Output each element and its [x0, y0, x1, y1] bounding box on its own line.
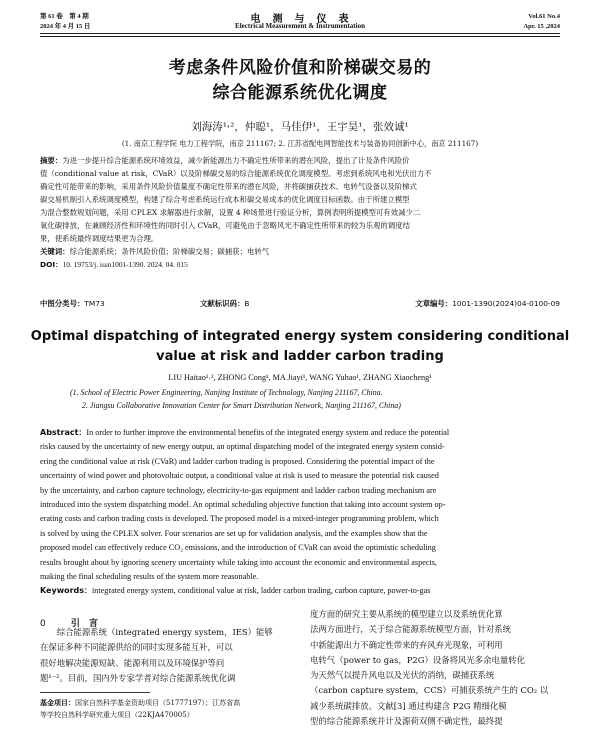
intro-heading-number: 0 [40, 619, 46, 629]
intro-right-line: 为天然气以提升风电以及光伏的消纳，碳捕获系统 [310, 670, 495, 681]
intro-left-column [40, 625, 295, 686]
header-journal-en: Electrical Measurement & Instrumentation [235, 22, 365, 30]
en-abstract [40, 426, 560, 599]
clc-label: 中图分类号： [40, 299, 85, 308]
en-title-line1: Optimal dispatching of integrated energy system considering conditional [30, 329, 570, 344]
en-abstract-line: Abstract：In order to further improve the environmental benefits of the integrated energy system and reduce the potential [40, 428, 450, 437]
header-volume-en: Vol.61 No.4 [528, 13, 560, 20]
cn-keywords: 关键词：综合能源系统；条件风险价值；阶梯碳交易；碳捕获；电转气 [40, 247, 270, 256]
header-date-cn: 2024 年 4 月 15 日 [40, 23, 91, 30]
cn-abstract-line: 摘要：为进一步提升综合能源系统环境效益，减少新能源出力不确定性所带来的潜在风险，提出了计及条件风险价 [40, 156, 410, 165]
article-number: 文章编号：1001-1390(2024)04-0100-09 [415, 299, 560, 308]
en-affiliation-2: 2. Jiangsu Collaborative Innovation Center for Smart Distribution Network, Nanjing 211167, China) [82, 401, 401, 410]
cn-doi: DOI：10. 19753/j. issn1001-1390. 2024. 04. 015 [40, 260, 188, 269]
intro-left-line: 综合能源系统（integrated energy system，IES）能够 [40, 627, 273, 637]
intro-right-line: 电转气（power to gas，P2G）设备将风光多余电量转化 [310, 654, 525, 665]
en-title-line2: value at risk and ladder carbon trading [156, 349, 444, 364]
doc-code: 文献标识码：B [200, 299, 250, 308]
intro-right-line: 型的综合能源系统并计及源荷双侧不确定性，最终提 [310, 716, 503, 727]
funding-note: 基金项目：国家自然科学基金资助项目（51777197）；江苏省高 等学校自然科学研究重大项目（22KJA470005） [40, 699, 241, 719]
funding-label: 基金项目： [40, 699, 75, 707]
intro-right-line: 法两方面进行，关于综合能源系统模型方面，针对系统 [310, 624, 511, 635]
en-affiliation-1: (1. School of Electric Power Engineering, Nanjing Institute of Technology, Nanjing 211167, China. [70, 388, 383, 397]
en-abstract-label: Abstract： [40, 428, 87, 437]
header-rule-thin [40, 36, 560, 37]
en-abstract-line: erating costs and carbon trading costs is developed. The proposed model is a mixed-integer programming problem, which [40, 514, 439, 524]
en-abstract-line: introduced into the system dispatching model. An optimal scheduling objective function that taking into account system op- [40, 500, 446, 510]
cn-abstract-line: 果，使系统最终调度结果更为合理。 [40, 234, 159, 243]
en-keywords: Keywords：integrated energy system, conditional value at risk, ladder carbon trading, carbon capture, power-to-gas [40, 586, 431, 596]
cn-abstract-line: 碳交易机制引入系统调度模型，构建了综合考虑系统运行成本和碳交易成本的优化调度目标函数。由于所建立模型 [40, 195, 410, 204]
intro-left-line: 在保证多种不同能源供给的同时实现多能互补，可以 [40, 642, 233, 653]
intro-heading-title: 引 言 [70, 619, 98, 629]
en-abstract-line: uncertainty of wind power and photovoltaic output, a conditional value at risk is used to measure the potential risk caused [40, 471, 439, 481]
cn-authors: 刘海涛¹˒²，仲聪¹，马佳伊¹，王宇昊¹，张效诚¹ [191, 121, 409, 133]
cn-title-line1: 考虑条件风险价值和阶梯碳交易的 [168, 58, 432, 78]
cn-classification-row [40, 297, 560, 310]
cn-abstract-line: 为混合整数规划问题，采用 CPLEX 求解器进行求解，设置 4 种场景进行验证分析，算例表明所提模型可有效减少二 [40, 208, 421, 217]
cn-abstract-line: 值（conditional value at risk，CVaR）以及阶梯碳交易的综合能源系统优化调度模型。考虑到系统风电和光伏出力不 [40, 169, 432, 178]
footnote-rule [40, 692, 150, 693]
en-abstract-line: proposed model can effectively reduce CO₂ emissions, and the introduction of CVaR can avoid the optimistic scheduling [40, 543, 436, 553]
intro-right-line: 度方面的研究主要从系统的模型建立以及系统优化算 [310, 609, 503, 619]
intro-right-column [310, 607, 562, 729]
cn-affiliation: (1. 南京工程学院 电力工程学院，南京 211167; 2. 江苏省配电网智能技术与装备协同创新中心，南京 211167) [121, 139, 479, 148]
intro-right-line: 减少系统碳排放。文献[3] 通过构建含 P2G 精细化模 [310, 700, 507, 711]
header-date-en: Apr. 15 ,2024 [523, 23, 560, 30]
cn-title-line2: 综合能源系统优化调度 [212, 83, 388, 103]
en-abstract-line: is solved by using the CPLEX solver. Four scenarios are set up for validation analysis, and the examples show that the [40, 528, 428, 538]
en-abstract-line: making the final scheduling results of the system more reasonable. [40, 572, 259, 582]
en-authors: LIU Haitao¹˒², ZHONG Cong¹, MA Jiayi¹, WANG Yuhao¹, ZHANG Xiaocheng¹ [168, 373, 432, 382]
intro-right-line: 中新能源出力不确定性带来的弃风弃光现象，可利用 [310, 639, 503, 650]
en-keywords-label: Keywords： [40, 586, 93, 596]
header-rule [40, 33, 560, 34]
intro-right-line: （carbon capture system，CCS）可捕获系统产生的 CO₂ 以 [310, 685, 549, 696]
cn-abstract-line: 氧化碳排放，在兼顾经济性和环境性的同时引入 CVaR，可避免由于忽略风光不确定性所带来的较为乐观的调度结 [40, 221, 410, 230]
en-abstract-line: results brought about by ignoring scenery uncertainty while taking into account the economic and environmental aspects, [40, 557, 437, 567]
cn-keywords-label: 关键词： [40, 247, 70, 256]
en-abstract-line: by the uncertainty, and carbon capture technology, electricity-to-gas equipment and ladder carbon trading mechanism are [40, 485, 437, 495]
clc-value: TM73 [84, 299, 105, 308]
cn-abstract [40, 154, 560, 271]
header-volume-cn: 第 61 卷 第 4 期 [40, 13, 89, 20]
header-journal-cn: 电 测 与 仪 表 [250, 14, 350, 25]
intro-left-line: 题¹⁻²。目前，国内外专家学者对综合能源系统优化调 [40, 672, 236, 683]
intro-left-line: 很好地解决能源短缺、能源利用以及环境保护等问 [40, 657, 225, 668]
en-abstract-line: ering the conditional value at risk (CVaR) and ladder carbon trading is proposed. Considering the potential impact of the [40, 456, 435, 466]
cn-abstract-label: 摘要： [40, 156, 63, 165]
cn-abstract-line: 确定性可能带来的影响，采用条件风险价值量度不确定性带来的潜在风险，并将碳捕获技术、电转气设备以及阶梯式 [40, 182, 417, 191]
en-abstract-line: risks caused by the uncertainty of new energy output, an optimal dispatching model of the integrated energy system consid- [40, 442, 445, 452]
